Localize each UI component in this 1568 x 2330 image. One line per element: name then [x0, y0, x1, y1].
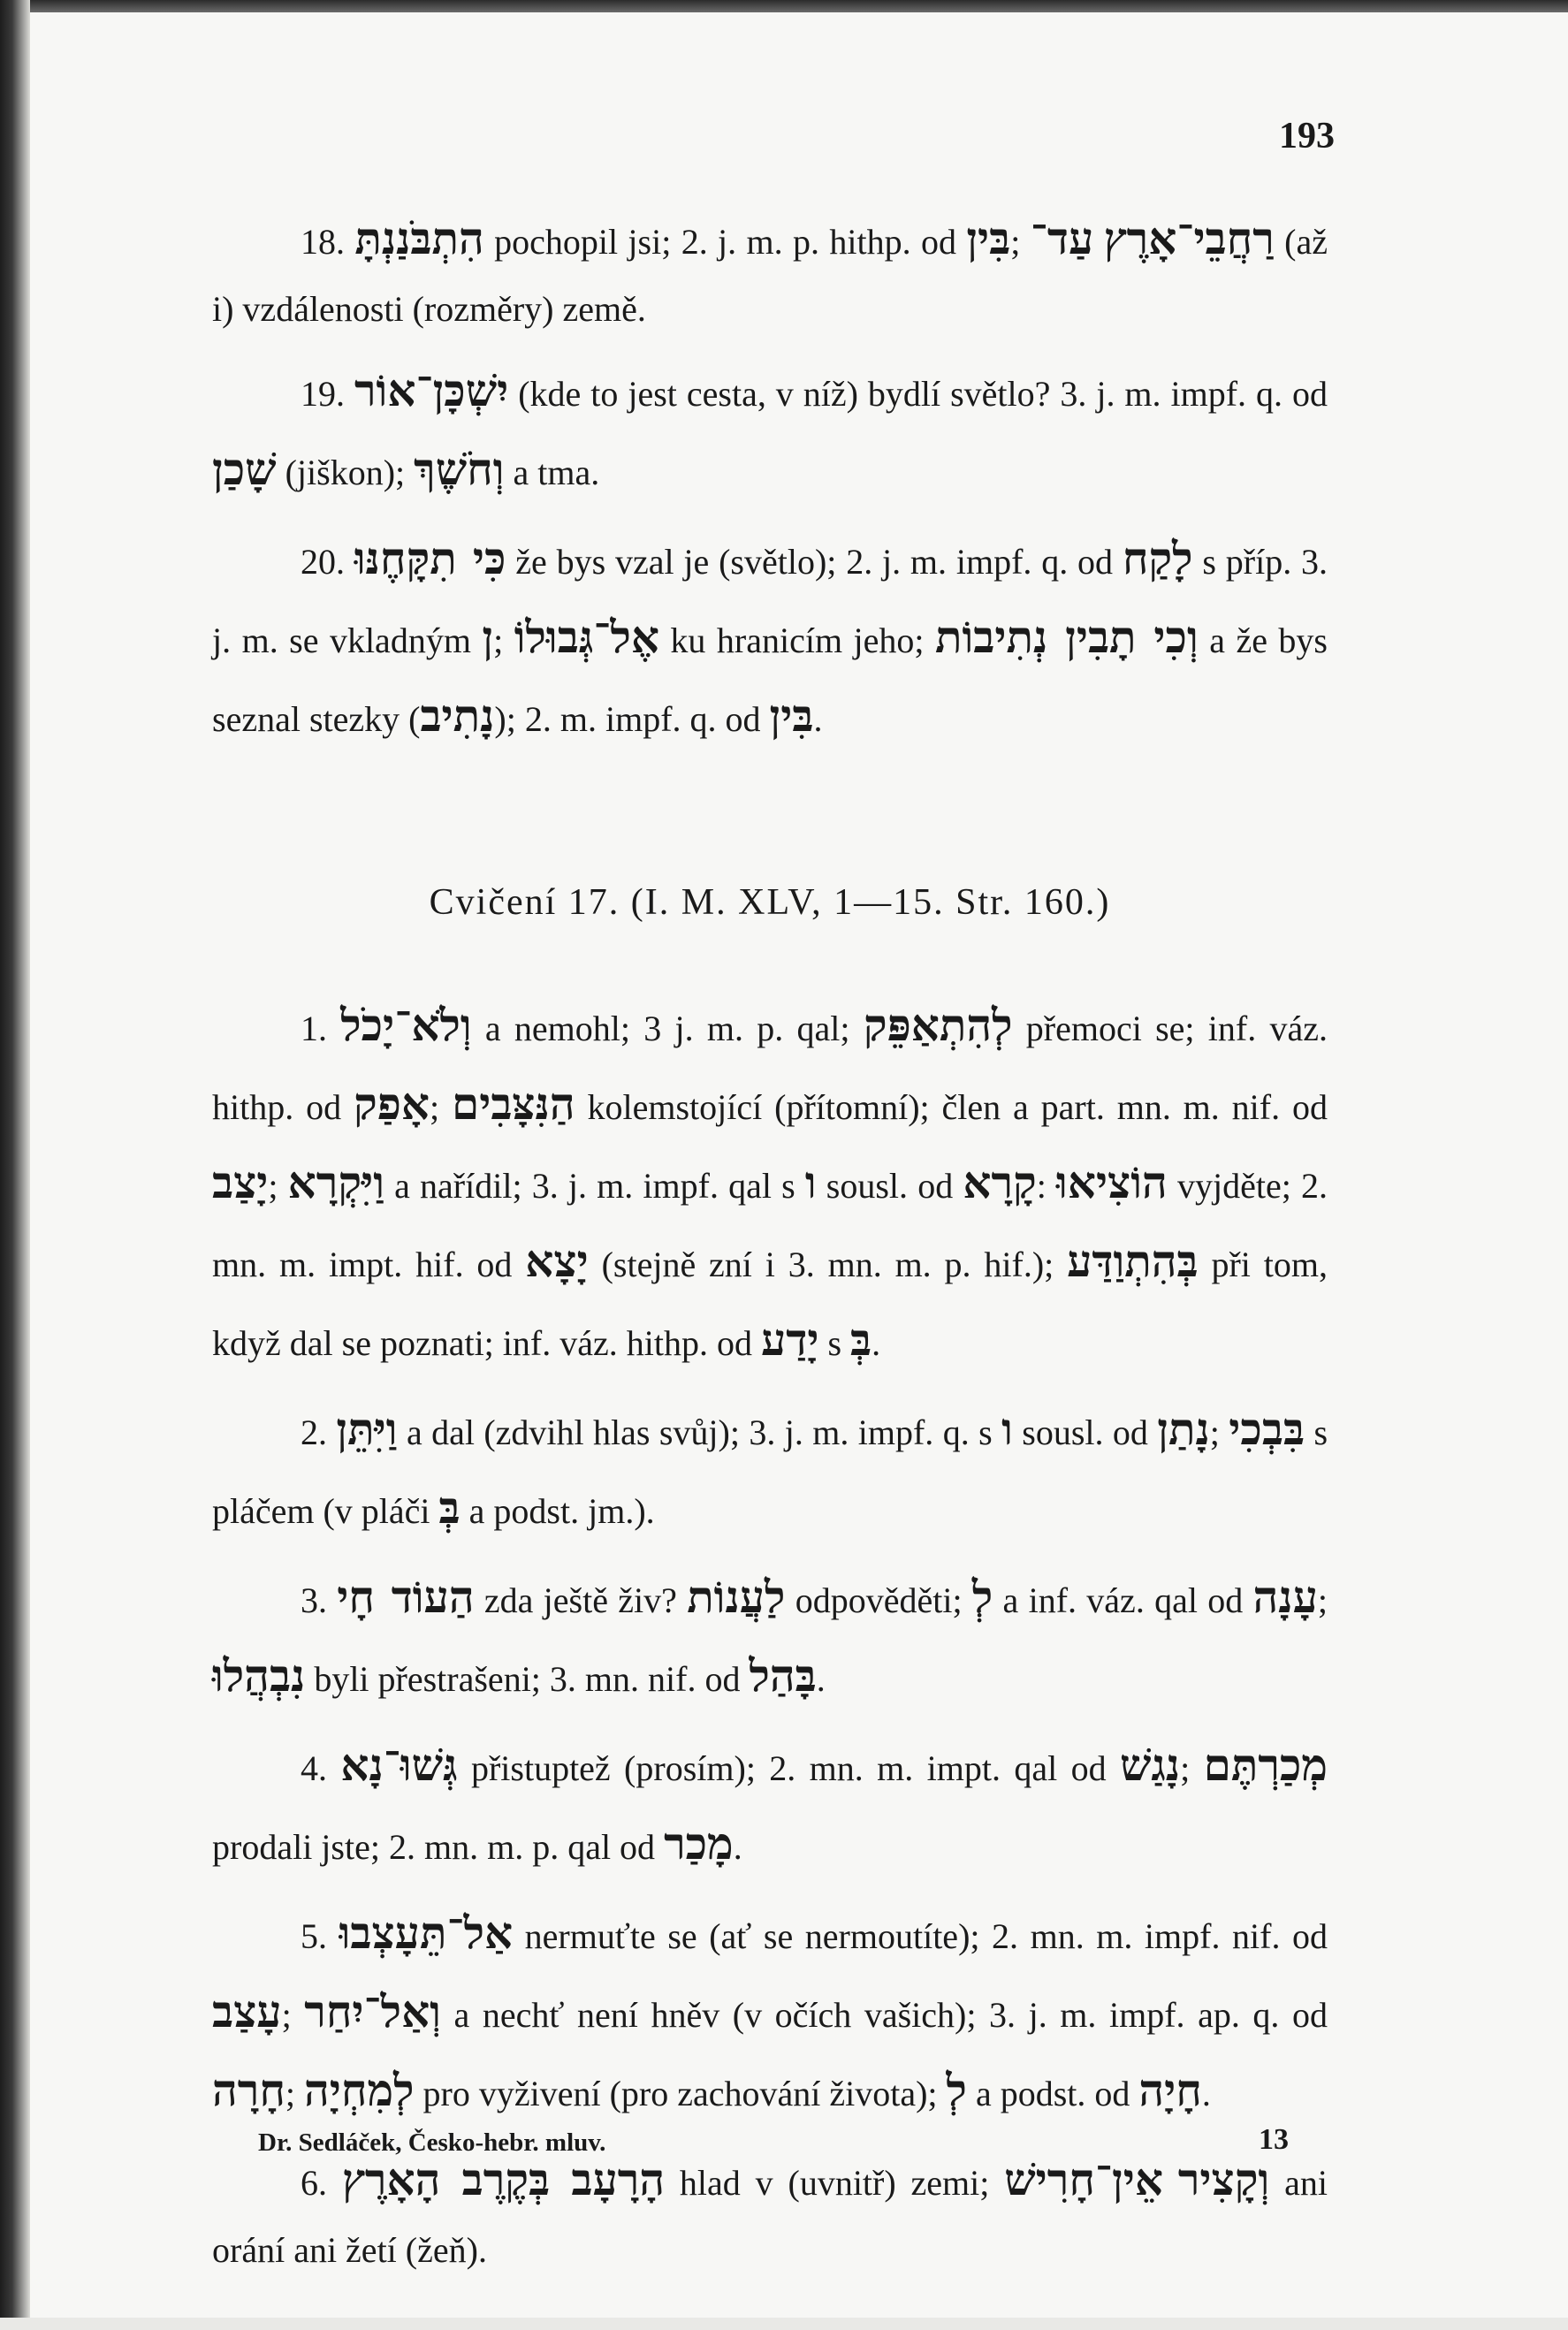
gloss-text: . [733, 1826, 742, 1867]
hebrew-word: עַד־ [1030, 212, 1094, 264]
hebrew-word: הַעוֹד חָי [337, 1570, 475, 1623]
hebrew-word: וַיִּתֵּן [336, 1402, 398, 1455]
gloss-text [1163, 2163, 1178, 2203]
gloss-text: ; [1010, 222, 1031, 262]
gloss-text: ani orání ani žetí (žeň). [212, 2162, 1328, 2270]
hebrew-word: נָתַן [1157, 1402, 1210, 1455]
gloss-text: zda ještě živ? [474, 1580, 688, 1620]
gloss-text: a podst. jm.). [460, 1490, 655, 1531]
gloss-text: ); 2. m. impf. q. od [494, 699, 770, 740]
gloss-text: přistuptež (prosím); 2. mn. m. impt. qal od [457, 1748, 1120, 1788]
hebrew-word: הוֹצִיאוּ [1056, 1155, 1168, 1208]
gloss-text [1093, 222, 1103, 262]
hebrew-word: חָיָה [1138, 2063, 1202, 2116]
hebrew-word: הָרָעָב בְּקֶרֶב הָאָרֶץ [341, 2152, 666, 2205]
gloss-text: ; [1209, 1412, 1229, 1452]
gloss-text: a tma. [504, 453, 600, 493]
gloss-text: : [1036, 1165, 1057, 1206]
gloss-text: při tom, když dal se poznati; inf. váz. hithp. od [212, 1244, 1328, 1363]
hebrew-word: וְאַל־יִחַר [304, 1984, 441, 2037]
hebrew-word: בָּהַל [749, 1649, 817, 1702]
hebrew-word: עָצַב [212, 1984, 282, 2037]
entries-before-section [212, 199, 1328, 755]
hebrew-word: ן [482, 611, 494, 664]
hebrew-word: ו [1001, 1402, 1013, 1455]
hebrew-word: מְכַרְתֶּם [1203, 1738, 1328, 1791]
gloss-text: 6. [301, 2162, 342, 2203]
page-content [212, 199, 1328, 2292]
entry-paragraph [212, 519, 1328, 755]
scan-edge-bottom [0, 2318, 1568, 2330]
hebrew-word: לְ [971, 1570, 993, 1623]
hebrew-word: לַעֲנוֹת [687, 1570, 786, 1623]
gloss-text: ku hranicím jeho; [658, 621, 935, 661]
hebrew-word: חָרָה [212, 2063, 285, 2116]
gloss-text: hlad v (uvnitř) zemi; [665, 2162, 1005, 2203]
entry-paragraph [212, 199, 1328, 340]
gloss-text: kolemstojící (přítomní); člen a part. mn. m. nif. od [575, 1086, 1328, 1127]
gloss-text: a nechť není hněv (v očích vašich); 3. j. m. impf. ap. q. od [440, 1994, 1328, 2035]
hebrew-word: מָכַר [664, 1816, 734, 1869]
gloss-text: 1. [301, 1008, 341, 1048]
gloss-text: sousl. od [1012, 1412, 1158, 1452]
hebrew-word: קָרָא [963, 1155, 1037, 1208]
hebrew-word: לְהִתְאַפֵּק [863, 998, 1013, 1051]
gloss-text: (stejně zní i 3. mn. m. p. hif.); [588, 1244, 1068, 1284]
gloss-text: 20. [301, 542, 354, 582]
hebrew-word: בְּ [438, 1481, 461, 1534]
hebrew-word: אֵין־חָרִישׁ [1004, 2152, 1164, 2205]
gloss-text: ; [493, 621, 514, 661]
gloss-text: ; [1317, 1580, 1328, 1620]
gloss-text: s pláčem (v pláči [212, 1412, 1328, 1531]
gloss-text: a dal (zdvihl hlas svůj); 3. j. m. impf. q. s [397, 1412, 1002, 1452]
hebrew-word: וְחֹשֶׁךְ [414, 443, 505, 496]
hebrew-word: בִּין [769, 689, 814, 742]
entry-paragraph [212, 1557, 1328, 1715]
hebrew-word: הַנִּצָּבִים [452, 1077, 575, 1130]
scan-edge-top [0, 0, 1568, 12]
gloss-text: (jiškon); [276, 453, 415, 493]
hebrew-word: רַחֲבֵי־אָרֶץ [1103, 212, 1275, 264]
gloss-text: sousl. od [816, 1165, 963, 1206]
gloss-text: prodali jste; 2. mn. m. p. qal od [212, 1826, 665, 1867]
gloss-text: 19. [301, 374, 354, 415]
hebrew-word: אֶל־גְּבוּלוֹ [514, 611, 659, 664]
hebrew-word: וְקָצִיר [1177, 2152, 1270, 2205]
entry-paragraph [212, 986, 1328, 1379]
gloss-text: (kde to jest cesta, v níž) bydlí světlo? 3. j. m. impf. q. od [508, 374, 1328, 415]
gloss-text: a nařídil; 3. j. m. impf. qal s [384, 1165, 805, 1206]
hebrew-word: ו [804, 1155, 817, 1208]
hebrew-word: לְמִחְיָה [304, 2063, 415, 2116]
hebrew-word: הִתְבֹּנַנְתָּ [354, 212, 484, 264]
hebrew-word: נִבְהֲלוּ [212, 1649, 306, 1702]
entry-paragraph [212, 1390, 1328, 1547]
gloss-text: ; [1180, 1748, 1204, 1788]
hebrew-word: כִּי תִקָּחֶנּוּ [354, 532, 506, 585]
gloss-text: ; [281, 1994, 305, 2035]
scan-edge-left [0, 0, 30, 2330]
hebrew-word: וְלֹא־יָכֹל [340, 998, 472, 1051]
hebrew-word: בִּין [966, 212, 1011, 264]
hebrew-word: אַל־תֵּעָצְבוּ [339, 1906, 514, 1959]
gloss-text: a podst. od [966, 2073, 1139, 2113]
hebrew-word: עָנָה [1252, 1570, 1318, 1623]
hebrew-word: בִּבְכִי [1229, 1402, 1305, 1455]
gloss-text: s příp. 3. j. m. se vkladným [212, 542, 1328, 661]
gloss-text: byli přestrašeni; 3. mn. nif. od [305, 1658, 750, 1699]
hebrew-word: בְּ [850, 1313, 872, 1366]
hebrew-word: גְּשׁוּ־נָא [340, 1738, 458, 1791]
entry-paragraph [212, 1893, 1328, 2129]
hebrew-word: בְּהִתְוַדַּע [1067, 1234, 1199, 1287]
gloss-text: ; [268, 1165, 288, 1206]
gloss-text: ; [285, 2073, 305, 2113]
gloss-text: . [1201, 2073, 1211, 2113]
hebrew-word: שָׁכַן [212, 443, 277, 496]
gloss-text: 18. [301, 222, 355, 262]
footer-signature-number: 13 [1259, 2123, 1289, 2156]
gloss-text: . [813, 699, 823, 740]
gloss-text: (až i) vzdálenosti (rozměry) země. [212, 222, 1328, 329]
gloss-text: odpověděti; [785, 1580, 972, 1620]
hebrew-word: וְכִי תָבִין נְתִיבוֹת [934, 611, 1199, 664]
section-title: Cvičení 17. (I. M. XLV, 1—15. Str. 160.) [429, 882, 1111, 924]
gloss-text: . [816, 1658, 826, 1699]
hebrew-word: יָצָא [525, 1234, 589, 1287]
entry-paragraph [212, 2140, 1328, 2281]
hebrew-word: נָגַשׁ [1119, 1738, 1181, 1791]
gloss-text: nermuťte se (ať se nermoutíte); 2. mn. m. impf. nif. od [513, 1915, 1328, 1956]
gloss-text: 3. [301, 1580, 338, 1620]
gloss-text: a inf. váz. qal od [993, 1580, 1253, 1620]
gloss-text: pochopil jsi; 2. j. m. p. hithp. od [483, 222, 967, 262]
page-number: 193 [1279, 116, 1335, 156]
gloss-text: že bys vzal je (světlo); 2. j. m. impf. q. od [506, 542, 1123, 582]
gloss-text: přemoci se; inf. váz. hithp. od [212, 1008, 1328, 1127]
entries-after-section [212, 986, 1328, 2281]
gloss-text: ; [430, 1086, 453, 1127]
hebrew-word: אָפַק [353, 1077, 430, 1130]
gloss-text: vyjděte; 2. mn. m. impt. hif. od [212, 1165, 1328, 1284]
gloss-text: . [872, 1322, 881, 1363]
hebrew-word: יָצַב [212, 1155, 269, 1208]
gloss-text: 4. [301, 1748, 341, 1788]
hebrew-word: נָתִיב [420, 689, 495, 742]
hebrew-word: לָקַח [1122, 532, 1193, 585]
hebrew-word: לְ [946, 2063, 967, 2116]
hebrew-word: וַיִּקְרָא [287, 1155, 384, 1208]
hebrew-word: יָדַע [760, 1313, 819, 1366]
gloss-text: 2. [301, 1412, 337, 1452]
gloss-text: a nemohl; 3 j. m. p. qal; [471, 1008, 864, 1048]
gloss-text: pro vyživení (pro zachování života); [414, 2073, 947, 2113]
entry-paragraph [212, 351, 1328, 508]
gloss-text: 5. [301, 1915, 339, 1956]
gloss-text: s [818, 1322, 851, 1363]
entry-paragraph [212, 1725, 1328, 1883]
hebrew-word: יִשְׁכָּן־אוֹר [354, 364, 509, 417]
footer-author: Dr. Sedláček, Česko-hebr. mluv. [258, 2128, 606, 2157]
gloss-text: a že bys seznal stezky ( [212, 621, 1328, 740]
